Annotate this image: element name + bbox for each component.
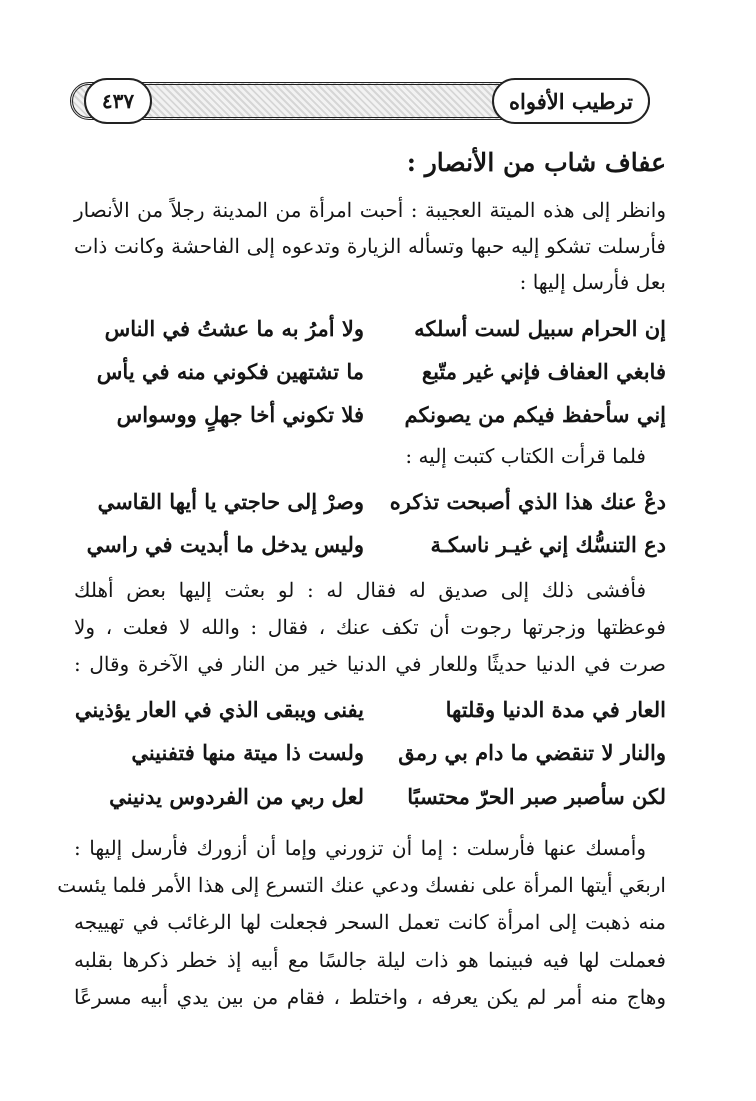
verse-first-hemistich: فابغي العفاف فإني غير متّبع: [421, 359, 666, 384]
text-line: وهاج منه أمر لم يكن يعرفه ، واختلط ، فقام من بين يدي أبيه مسرعًا: [74, 985, 666, 1009]
text-line: فأفشى ذلك إلى صديق له فقال له : لو بعثت إليها بعض أهلك: [74, 578, 646, 602]
verse-second-hemistich: وليس يدخل ما أبديت في راسي: [86, 532, 364, 557]
verse-first-hemistich: والنار لا تنقضي ما دام بي رمق: [398, 740, 666, 765]
verse-first-hemistich: إن الحرام سبيل لست أسلكه: [414, 316, 666, 341]
page-number: ٤٣٧: [84, 78, 152, 124]
verse-second-hemistich: ولا أمرُ به ما عشتُ في الناس: [104, 316, 364, 341]
text-line: فلما قرأت الكتاب كتبت إليه :: [405, 444, 646, 468]
verse-first-hemistich: دع التنسُّك إني غيـر ناسكـة: [430, 532, 666, 557]
text-line: وانظر إلى هذه الميتة العجيبة : أحبت امرأة من المدينة رجلاً من الأنصار: [74, 198, 666, 222]
verse-second-hemistich: ولست ذا ميتة منها فتفنيني: [131, 740, 364, 765]
verse-first-hemistich: دعْ عنك هذا الذي أصبحت تذكره: [389, 489, 666, 514]
text-line: منه ذهبت إلى امرأة كانت تعمل السحر فجعلت لها الرغائب في تهييجه: [74, 910, 666, 934]
page-header: [70, 78, 650, 124]
text-line: صرت في الدنيا حديثًا وللعار في الدنيا خير من النار في الآخرة وقال :: [74, 652, 666, 676]
text-line: فعملت لها فيه فبينما هو ذات ليلة جالسًا مع أبيه إذ خطر ذكرها بقلبه: [74, 948, 666, 972]
verse-second-hemistich: فلا تكوني أخا جهلٍ ووسواس: [116, 402, 364, 427]
verse-first-hemistich: العار في مدة الدنيا وقلتها: [445, 697, 666, 722]
section-heading: عفاف شاب من الأنصار :: [406, 148, 666, 177]
text-line: اربعَي أيتها المرأة على نفسك ودعي عنك التسرع إلى هذا الأمر فلما يئست: [57, 873, 666, 897]
verse-first-hemistich: لكن سأصبر صبر الحرّ محتسبًا: [407, 784, 666, 809]
text-line: وأمسك عنها فأرسلت : إما أن تزورني وإما أن أزورك فأرسل إليها :: [74, 836, 646, 860]
text-line: بعل فأرسل إليها :: [519, 270, 666, 294]
verse-second-hemistich: وصرْ إلى حاجتي يا أيها القاسي: [97, 489, 364, 514]
text-line: فأرسلت تشكو إليه حبها وتسأله الزيارة وتدعوه إلى الفاحشة وكانت ذات: [74, 234, 666, 258]
running-title: ترطيب الأفواه: [492, 78, 650, 124]
verse-second-hemistich: ما تشتهين فكوني منه في يأس: [96, 359, 364, 384]
verse-first-hemistich: إني سأحفظ فيكم من يصونكم: [404, 402, 666, 427]
verse-second-hemistich: يفنى ويبقى الذي في العار يؤذيني: [74, 697, 364, 722]
text-line: فوعظتها وزجرتها رجوت أن تكف عنك ، فقال : والله لا فعلت ، ولا: [74, 615, 666, 639]
verse-second-hemistich: لعل ربي من الفردوس يدنيني: [109, 784, 364, 809]
